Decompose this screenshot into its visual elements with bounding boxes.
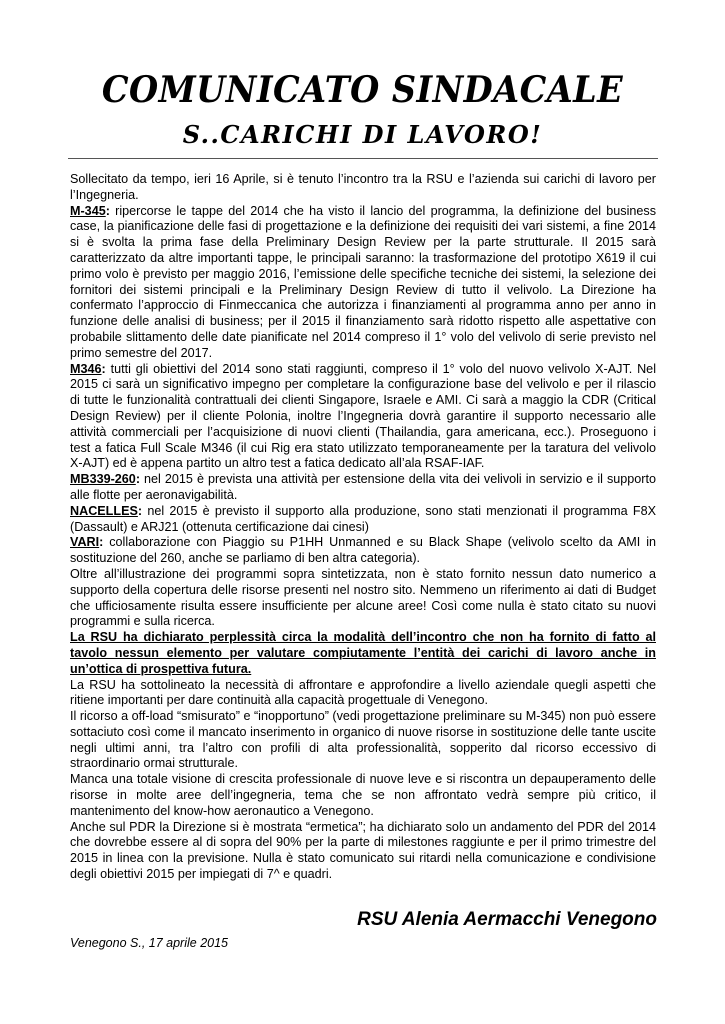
document-body — [70, 172, 656, 883]
section-m346: M346: tutti gli obiettivi del 2014 sono stati raggiunti, compreso il 1° volo del nuovo velivolo X-AJT. Nel 2015 ci sarà un significativo impegno per completare la configurazione base del velivolo e per il rilascio di tutte le funzionalità contrattuali dei clienti Singapore, Israele e AMI. Ci sarà a maggio la CDR (Critical Design Review) per il cliente Polonia, inoltre l’Ingegneria dovrà garantire il supporto necessario alle attività commerciali per l’acquisizione di nuovi clienti (Thailandia, gara americana, ecc.). Proseguono i test a fatica Full Scale M346 (il cui Rig era stato utilizzato temporaneamente per la taratura del velivolo X-AJT) ed è appena partito un altro test a fatica dedicato all’ala RSAF-IAF. — [70, 361, 656, 471]
section-label: NACELLES — [70, 503, 138, 518]
signature: RSU Alenia Aermacchi Venegono — [357, 909, 657, 930]
overview-paragraph: Oltre all’illustrazione dei programmi sopra sintetizzata, non è stato fornito nessun dato numerico a supporto della copertura delle risorse presenti nel nostro sito. Nemmeno un riferimento ai dati di Budget che ufficiosamente risulta essere insufficiente per alcune aree! Così come nulla è stato citato su nuovi programmi e sulla ricerca. — [70, 566, 656, 629]
intro-paragraph: Sollecitato da tempo, ieri 16 Aprile, si è tenuto l’incontro tra la RSU e l’azienda sui carichi di lavoro per l’Ingegneria. — [70, 172, 656, 202]
section-m345: M-345: ripercorse le tappe del 2014 che ha visto il lancio del programma, la definizione del business case, la pianificazione delle fasi di progettazione e la definizione dei requisiti dei vari sistemi, a fine 2014 si è svolta la prima fase della Preliminary Design Review per la parte strutturale. Il 2015 sarà caratterizzato da altre importanti tappe, le principali saranno: la trasformazione del prototipo X619 il cui primo volo è previsto per maggio 2016, l’emissione delle specifiche tecniche dei sistemi, la selezione dei fornitori dei sistemi principali e la Preliminary Design Review di tutto il velivolo. La Direzione ha confermato l’approccio di Finmeccanica che autorizza i finanziamenti al programma anno per anno in funzione delle analisi di business; per il 2015 il finanziamento sarà ridotto rispetto alle aspettative con probabile slittamento delle date pianificate nel 2014 compreso il 1° volo del velivolo di serie previsto nel primo semestre del 2017. — [70, 203, 656, 360]
section-text: tutti gli obiettivi del 2014 sono stati raggiunti, compreso il 1° volo del nuovo velivolo X-AJT. Nel 2015 ci sarà un significativo impegno per completare la configurazione base del velivolo e per il rilascio di tutte le funzionalità contrattuali dei clienti Singapore, Israele e AMI. Ci sarà a maggio la CDR (Critical Design Review) per il cliente Polonia, inoltre l’Ingegneria dovrà garantire il supporto necessario alle attività commerciali per l’acquisizione di nuovi clienti (Thailandia, gara americana, ecc.). Proseguono i test a fatica Full Scale M346 (il cui Rig era stato utilizzato temporaneamente per la taratura del velivolo X-AJT) ed è appena partito un altro test a fatica dedicato all’ala RSAF-IAF. — [70, 361, 656, 471]
document-date: Venegono S., 17 aprile 2015 — [70, 936, 228, 950]
offload-paragraph: Il ricorso a off-load “smisurato” e “inopportuno” (vedi progettazione preliminare su M-345) non può essere sottaciuto così come il mancato inserimento in organico di nuove risorse in sostituzione delle tante uscite negli ultimi anni, tra l’altro con profili di alta professionalità, sopperito dal ricorso eccessivo di straordinario ormai strutturale. — [70, 709, 656, 771]
title-divider — [68, 158, 658, 159]
rsu-statement-paragraph: La RSU ha dichiarato perplessità circa la modalità dell’incontro che non ha fornito di fatto al tavolo nessun elemento per valutare compiutamente l’entità dei carichi di lavoro anche in un’ottica di prospettiva futura. — [70, 630, 656, 676]
necessity-paragraph: La RSU ha sottolineato la necessità di affrontare e approfondire a livello aziendale quegli aspetti che ritiene importanti per dare continuità alla capacità progettuale di Venegono. — [70, 677, 656, 708]
section-mb339: MB339-260: nel 2015 è prevista una attività per estensione della vita dei velivoli in servizio e il supporto alle flotte per aeronavigabilità. — [70, 472, 656, 502]
section-label: MB339-260 — [70, 472, 136, 487]
growth-paragraph: Manca una totale visione di crescita professionale di nuove leve e si riscontra un depauperamento delle risorse in molte aree dell’ingegneria, tema che se non affrontato vedrà sempre più critico, il mantenimento del know-how aeronautico a Venegono. — [70, 772, 656, 818]
pdr-paragraph: Anche sul PDR la Direzione si è mostrata “ermetica”; ha dichiarato solo un andamento del PDR del 2014 che dovrebbe essere al di sopra del 90% per la parte di milestones raggiunte e per il primo trimestre del 2015 in linea con la previsione. Nulla è stato comunicato sui ritardi nella comunicazione e condivisione degli obiettivi 2015 per impiegati di 7^ e quadri. — [70, 819, 656, 882]
section-vari: VARI: collaborazione con Piaggio su P1HH Unmanned e su Black Shape (velivolo scelto da AMI in sostituzione del 260, anche se parliamo di ben altra categoria). — [70, 535, 656, 566]
section-text: nel 2015 è prevista una attività per estensione della vita dei velivoli in servizio e il supporto alle flotte per aeronavigabilità. — [70, 472, 656, 502]
document-title: COMUNICATO SINDACALE — [101, 69, 624, 111]
section-label: M346 — [70, 361, 102, 376]
section-nacelles: NACELLES: nel 2015 è previsto il supporto alla produzione, sono stati menzionati il programma F8X (Dassault) e ARJ21 (ottenuta certificazione dai cinesi) — [70, 503, 656, 534]
section-label: M-345 — [70, 203, 106, 218]
section-text: ripercorse le tappe del 2014 che ha visto il lancio del programma, la definizione del business case, la pianificazione delle fasi di progettazione e la definizione dei requisiti dei vari sistemi, a fine 2014 si è svolta la prima fase della Preliminary Design Review per la parte strutturale. Il 2015 sarà caratterizzato da altre importanti tappe, le principali saranno: la trasformazione del prototipo X619 il cui primo volo è previsto per maggio 2016, l’emissione delle specifiche tecniche dei sistemi, la selezione dei fornitori dei sistemi principali e la Preliminary Design Review di tutto il velivolo. La Direzione ha confermato l’approccio di Finmeccanica che autorizza i finanziamenti al programma anno per anno in funzione delle analisi di business; per il 2015 il finanziamento sarà ridotto rispetto alle aspettative con probabile slittamento delle date pianificate nel 2014 compreso il 1° volo del velivolo di serie previsto nel primo semestre del 2017. — [70, 203, 656, 360]
section-label: VARI — [70, 535, 100, 550]
section-text: nel 2015 è previsto il supporto alla produzione, sono stati menzionati il programma F8X (Dassault) e ARJ21 (ottenuta certificazione dai cinesi) — [70, 503, 656, 534]
section-text: collaborazione con Piaggio su P1HH Unmanned e su Black Shape (velivolo scelto da AMI in sostituzione del 260, anche se parliamo di ben altra categoria). — [70, 535, 656, 566]
document-subtitle: S..CARICHI DI LAVORO! — [182, 120, 543, 149]
